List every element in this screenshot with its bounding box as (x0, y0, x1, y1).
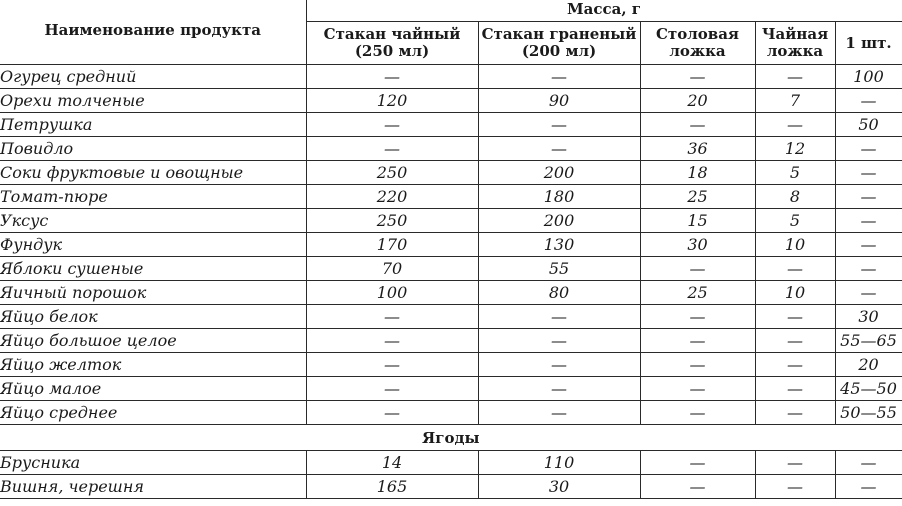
product-name-cell: Яблоки сушеные (0, 257, 306, 281)
mass-value-cell: — (835, 233, 902, 257)
mass-value-cell: — (755, 353, 835, 377)
mass-value-cell: 165 (306, 475, 478, 499)
mass-value-cell: — (835, 281, 902, 305)
mass-value-cell: 250 (306, 209, 478, 233)
mass-value-cell: 25 (640, 281, 755, 305)
mass-value-cell: — (478, 401, 640, 425)
product-name-cell: Яйцо среднее (0, 401, 306, 425)
table-row (0, 377, 902, 401)
section-rows (0, 451, 902, 499)
main-rows (0, 65, 902, 425)
mass-value-cell: 45—50 (835, 377, 902, 401)
header-row-top (0, 0, 902, 22)
mass-value-cell: — (306, 305, 478, 329)
col-header-teaspoon: Чайная ложка (755, 22, 835, 65)
col-header-tea-glass: Стакан чайный (250 мл) (306, 22, 478, 65)
table-row (0, 305, 902, 329)
mass-value-cell: — (478, 113, 640, 137)
mass-value-cell: 25 (640, 185, 755, 209)
mass-value-cell: — (755, 329, 835, 353)
mass-value-cell: 55 (478, 257, 640, 281)
product-name-cell: Орехи толченые (0, 89, 306, 113)
product-name-cell: Брусника (0, 451, 306, 475)
mass-value-cell: 14 (306, 451, 478, 475)
table-row (0, 451, 902, 475)
mass-value-cell: — (640, 329, 755, 353)
mass-value-cell: 12 (755, 137, 835, 161)
mass-value-cell: 90 (478, 89, 640, 113)
mass-value-cell: — (306, 377, 478, 401)
mass-value-cell: — (640, 401, 755, 425)
mass-value-cell: — (306, 65, 478, 89)
mass-value-cell: 250 (306, 161, 478, 185)
mass-value-cell: — (640, 305, 755, 329)
mass-value-cell: — (755, 401, 835, 425)
mass-value-cell: — (306, 113, 478, 137)
table-row (0, 65, 902, 89)
mass-value-cell: 20 (640, 89, 755, 113)
product-name-cell: Фундук (0, 233, 306, 257)
mass-value-cell: 80 (478, 281, 640, 305)
mass-value-cell: 200 (478, 161, 640, 185)
mass-value-cell: — (640, 377, 755, 401)
mass-value-cell: — (835, 451, 902, 475)
mass-value-cell: — (755, 257, 835, 281)
mass-value-cell: 50 (835, 113, 902, 137)
section-row (0, 425, 902, 451)
mass-value-cell: 30 (478, 475, 640, 499)
mass-value-cell: — (755, 305, 835, 329)
product-name-cell: Повидло (0, 137, 306, 161)
mass-value-cell: — (306, 401, 478, 425)
section-berries (0, 425, 902, 451)
mass-value-cell: — (755, 475, 835, 499)
table-row (0, 185, 902, 209)
mass-value-cell: 18 (640, 161, 755, 185)
mass-value-cell: — (640, 113, 755, 137)
table-row (0, 281, 902, 305)
col-header-tablespoon: Столовая ложка (640, 22, 755, 65)
mass-value-cell: 50—55 (835, 401, 902, 425)
mass-value-cell: 10 (755, 233, 835, 257)
mass-value-cell: 100 (306, 281, 478, 305)
mass-value-cell: — (478, 329, 640, 353)
mass-value-cell: 220 (306, 185, 478, 209)
mass-value-cell: — (755, 113, 835, 137)
mass-value-cell: 30 (835, 305, 902, 329)
product-name-cell: Яйцо большое целое (0, 329, 306, 353)
mass-value-cell: — (835, 89, 902, 113)
table-row (0, 137, 902, 161)
mass-value-cell: — (306, 329, 478, 353)
table-row (0, 257, 902, 281)
mass-group-header: Масса, г (306, 0, 902, 22)
product-name-cell: Вишня, черешня (0, 475, 306, 499)
table-row (0, 209, 902, 233)
mass-value-cell: 70 (306, 257, 478, 281)
product-name-cell: Яйцо желток (0, 353, 306, 377)
product-name-cell: Огурец средний (0, 65, 306, 89)
mass-value-cell: — (835, 185, 902, 209)
mass-value-cell: — (835, 257, 902, 281)
table-row (0, 475, 902, 499)
mass-value-cell: 8 (755, 185, 835, 209)
table-row (0, 161, 902, 185)
mass-value-cell: 180 (478, 185, 640, 209)
mass-value-cell: 36 (640, 137, 755, 161)
mass-value-cell: 110 (478, 451, 640, 475)
mass-value-cell: 7 (755, 89, 835, 113)
mass-value-cell: — (478, 353, 640, 377)
mass-value-cell: — (835, 137, 902, 161)
table-row (0, 353, 902, 377)
product-name-cell: Яйцо белок (0, 305, 306, 329)
mass-value-cell: — (640, 257, 755, 281)
table-row (0, 113, 902, 137)
mass-value-cell: 5 (755, 161, 835, 185)
mass-value-cell: 5 (755, 209, 835, 233)
section-title: Ягоды (0, 425, 902, 451)
table-row (0, 89, 902, 113)
mass-value-cell: 30 (640, 233, 755, 257)
product-name-cell: Уксус (0, 209, 306, 233)
mass-value-cell: 130 (478, 233, 640, 257)
product-name-header: Наименование продукта (0, 0, 306, 65)
mass-value-cell: — (755, 377, 835, 401)
table-row (0, 401, 902, 425)
mass-value-cell: 55—65 (835, 329, 902, 353)
mass-value-cell: 10 (755, 281, 835, 305)
product-name-cell: Соки фруктовые и овощные (0, 161, 306, 185)
product-name-cell: Яйцо малое (0, 377, 306, 401)
mass-value-cell: 15 (640, 209, 755, 233)
col-header-piece: 1 шт. (835, 22, 902, 65)
mass-value-cell: — (835, 161, 902, 185)
mass-value-cell: — (640, 475, 755, 499)
mass-value-cell: — (640, 451, 755, 475)
mass-value-cell: — (478, 377, 640, 401)
mass-value-cell: — (640, 353, 755, 377)
mass-value-cell: — (478, 137, 640, 161)
col-header-faceted-glass: Стакан граненый (200 мл) (478, 22, 640, 65)
product-name-cell: Петрушка (0, 113, 306, 137)
mass-value-cell: — (755, 65, 835, 89)
product-name-cell: Томат-пюре (0, 185, 306, 209)
mass-value-cell: — (306, 353, 478, 377)
mass-value-cell: — (306, 137, 478, 161)
mass-value-cell: 20 (835, 353, 902, 377)
mass-value-cell: — (478, 305, 640, 329)
table-row (0, 233, 902, 257)
mass-value-cell: 120 (306, 89, 478, 113)
mass-value-cell: — (835, 209, 902, 233)
mass-value-cell: — (640, 65, 755, 89)
mass-value-cell: 200 (478, 209, 640, 233)
mass-value-cell: 170 (306, 233, 478, 257)
mass-value-cell: — (478, 65, 640, 89)
product-name-cell: Яичный порошок (0, 281, 306, 305)
mass-value-cell: — (755, 451, 835, 475)
mass-value-cell: — (835, 475, 902, 499)
mass-value-cell: 100 (835, 65, 902, 89)
table-row (0, 329, 902, 353)
